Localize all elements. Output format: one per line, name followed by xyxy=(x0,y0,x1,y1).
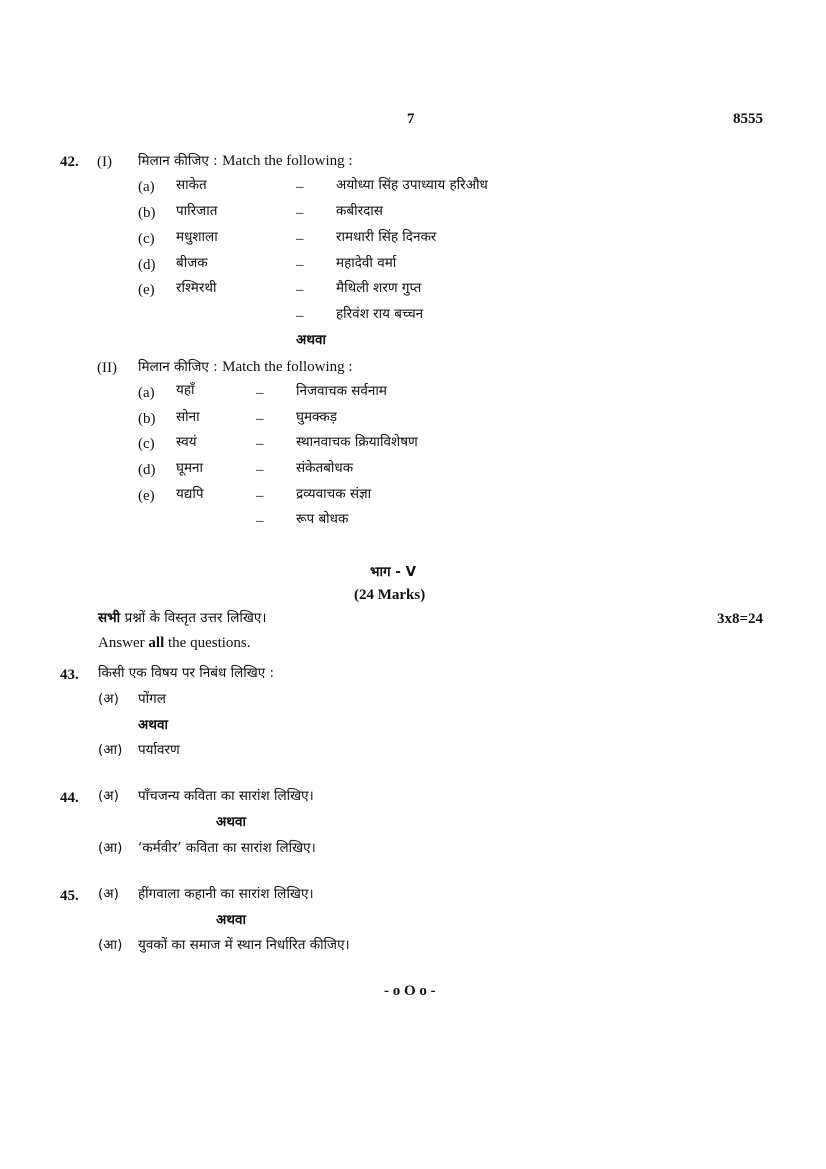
option-text: पाँचजन्य कविता का सारांश लिखिए। xyxy=(138,788,314,804)
row-key: (a) xyxy=(138,179,155,195)
option-text: हींगवाला कहानी का सारांश लिखिए। xyxy=(138,886,314,902)
row-left: पारिजात xyxy=(176,203,218,219)
row-key: (c) xyxy=(138,231,155,247)
row-key: (b) xyxy=(138,411,156,427)
option-label: (आ) xyxy=(98,937,123,953)
page-number: 7 xyxy=(407,111,415,127)
row-right: रूप बोधक xyxy=(296,511,349,527)
row-left: यहाँ xyxy=(176,382,195,398)
row-dash: – xyxy=(256,411,264,427)
row-right: संकेतबोधक xyxy=(296,460,354,476)
row-dash: – xyxy=(296,205,304,221)
section-instruction-hindi xyxy=(98,611,267,626)
instruction-bold-word: सभी xyxy=(98,610,121,626)
option-text: ‘कर्मवीर’ कविता का सारांश लिखिए। xyxy=(138,840,316,856)
row-dash: – xyxy=(256,488,264,504)
row-left: मधुशाला xyxy=(176,229,218,245)
row-key: (a) xyxy=(138,385,155,401)
row-dash: – xyxy=(296,282,304,298)
row-key: (e) xyxy=(138,282,155,298)
instruction-en-text: Answer xyxy=(98,635,145,651)
row-key: (b) xyxy=(138,205,156,221)
row-right: द्रव्यवाचक संज्ञा xyxy=(296,486,372,502)
row-right: महादेवी वर्मा xyxy=(336,255,397,271)
question-number-44: 44. xyxy=(60,790,79,806)
question-number-43: 43. xyxy=(60,667,79,683)
or-divider: अथवा xyxy=(296,332,326,348)
row-dash: – xyxy=(296,231,304,247)
or-divider: अथवा xyxy=(216,814,246,830)
row-key: (e) xyxy=(138,488,155,504)
row-right: घुमक्कड़ xyxy=(296,409,337,425)
instruction-en-text: the questions. xyxy=(168,635,251,651)
row-right: अयोध्या सिंह उपाध्याय हरिऔध xyxy=(336,177,488,193)
option-text: पर्यावरण xyxy=(138,742,180,758)
option-label: (आ) xyxy=(98,742,123,758)
instruction-rest: प्रश्नों के विस्तृत उत्तर लिखिए। xyxy=(124,610,267,626)
row-left: यद्यपि xyxy=(176,486,204,502)
row-left: बीजक xyxy=(176,255,208,271)
section-instruction-english xyxy=(98,636,251,651)
option-label: (अ) xyxy=(98,691,119,707)
row-right: रामधारी सिंह दिनकर xyxy=(336,229,437,245)
part-label-I: (I) xyxy=(97,154,112,170)
option-text: युवकों का समाज में स्थान निर्धारित कीजिए। xyxy=(138,937,350,953)
row-left: रश्मिरथी xyxy=(176,280,217,296)
row-left: सोना xyxy=(176,409,200,425)
row-dash: – xyxy=(296,257,304,273)
instruction-hindi: मिलान कीजिए : xyxy=(138,153,218,169)
row-key: (d) xyxy=(138,257,156,273)
end-mark: - o O o - xyxy=(384,983,436,999)
row-right: मैथिली शरण गुप्त xyxy=(336,280,422,296)
marks-formula: 3x8=24 xyxy=(717,611,764,627)
q42-part1-instruction xyxy=(138,154,353,169)
row-dash: – xyxy=(256,513,264,529)
option-label: (आ) xyxy=(98,840,123,856)
question-number-42: 42. xyxy=(60,154,79,170)
part-label-II: (II) xyxy=(97,360,117,376)
section-title: भाग - V xyxy=(370,564,417,580)
row-right: स्थानवाचक क्रियाविशेषण xyxy=(296,434,418,450)
option-label: (अ) xyxy=(98,788,119,804)
row-key: (d) xyxy=(138,462,156,478)
question-prompt: किसी एक विषय पर निबंध लिखिए : xyxy=(98,665,275,681)
row-dash: – xyxy=(256,436,264,452)
instruction-english: Match the following : xyxy=(222,359,353,375)
instruction-english: Match the following : xyxy=(222,153,353,169)
paper-code: 8555 xyxy=(733,111,763,127)
option-label: (अ) xyxy=(98,886,119,902)
row-right: हरिवंश राय बच्चन xyxy=(336,306,424,322)
or-divider: अथवा xyxy=(138,717,168,733)
row-left: घूमना xyxy=(176,460,204,476)
option-text: पोंगल xyxy=(138,691,166,707)
row-dash: – xyxy=(256,462,264,478)
row-dash: – xyxy=(256,385,264,401)
row-dash: – xyxy=(296,179,304,195)
row-dash: – xyxy=(296,308,304,324)
row-left: साकेत xyxy=(176,177,207,193)
row-key: (c) xyxy=(138,436,155,452)
row-left: स्वयं xyxy=(176,434,197,450)
instruction-en-bold: all xyxy=(148,635,165,651)
section-marks: (24 Marks) xyxy=(354,587,426,603)
q42-part2-instruction xyxy=(138,360,353,375)
question-number-45: 45. xyxy=(60,888,79,904)
row-right: निजवाचक सर्वनाम xyxy=(296,383,387,399)
row-right: कबीरदास xyxy=(336,203,383,219)
instruction-hindi: मिलान कीजिए : xyxy=(138,359,218,375)
or-divider: अथवा xyxy=(216,912,246,928)
